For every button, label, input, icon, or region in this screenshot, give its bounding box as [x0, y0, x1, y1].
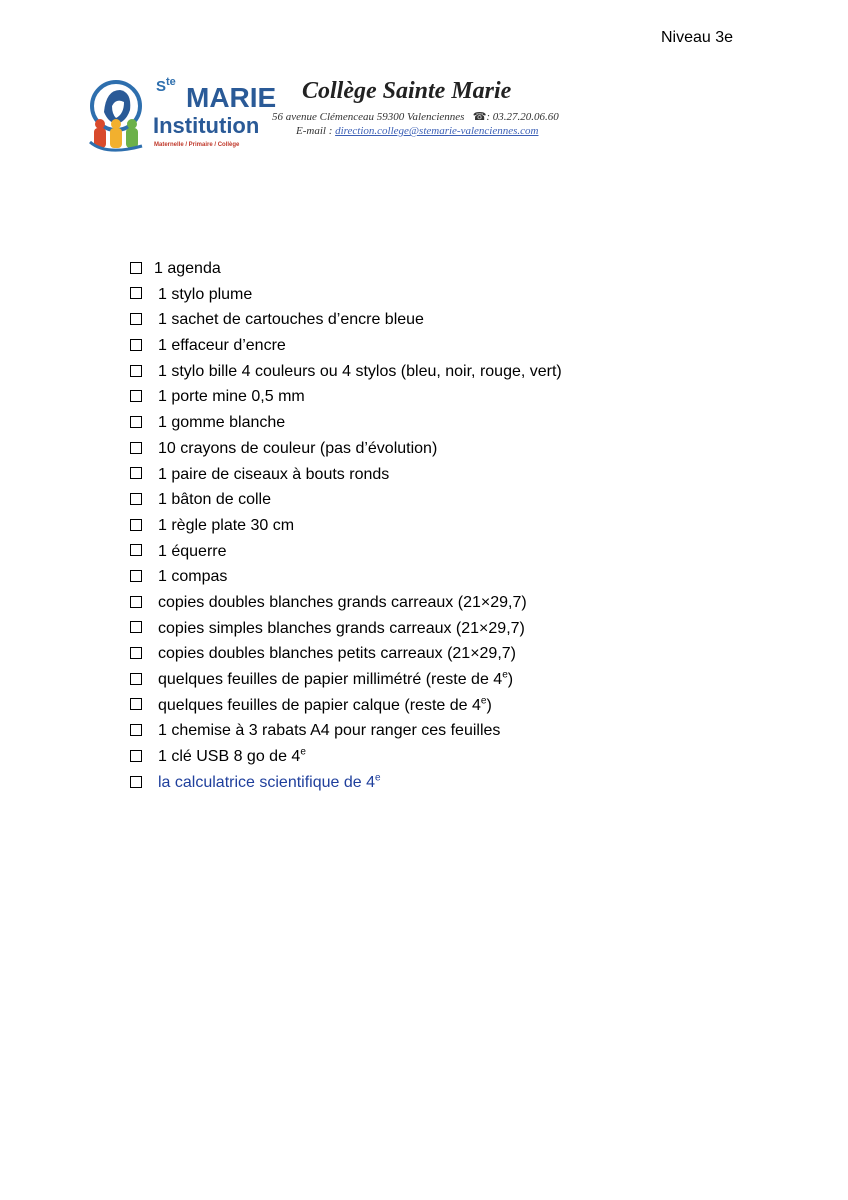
checkbox-icon[interactable] [130, 467, 142, 479]
list-item-label: 1 règle plate 30 cm [158, 516, 295, 534]
list-item-label: 1 gomme blanche [158, 414, 286, 432]
list-item [130, 590, 562, 616]
list-item [130, 462, 562, 488]
list-item-label: copies doubles blanches grands carreaux (21×29,7) [158, 593, 527, 611]
list-item-label: 1 paire de ciseaux à bouts ronds [158, 465, 390, 483]
letterhead [86, 72, 559, 162]
checkbox-icon[interactable] [130, 776, 142, 788]
school-address: 56 avenue Clémenceau 59300 Valenciennes ☎: 03.27.20.06.60 [272, 111, 559, 123]
list-item [130, 718, 562, 744]
list-item [130, 384, 562, 410]
logo-subtitle: Maternelle / Primaire / Collège [154, 142, 240, 148]
checkbox-icon[interactable] [130, 262, 142, 274]
checkbox-icon[interactable] [130, 416, 142, 428]
phone-icon: ☎ [472, 111, 487, 123]
list-item-label: la calculatrice scientifique de 4e [158, 772, 381, 791]
checkbox-icon[interactable] [130, 621, 142, 633]
school-name: Collège Sainte Marie [302, 78, 512, 104]
list-item-label: 1 équerre [158, 542, 227, 560]
list-item [130, 564, 562, 590]
list-item [130, 256, 562, 282]
checkbox-icon[interactable] [130, 673, 142, 685]
checkbox-icon[interactable] [130, 724, 142, 736]
checkbox-icon[interactable] [130, 647, 142, 659]
list-item [130, 770, 562, 796]
list-item-label: 1 compas [158, 568, 228, 586]
checkbox-icon[interactable] [130, 287, 142, 299]
list-item [130, 487, 562, 513]
supply-list [130, 256, 562, 795]
list-item-label: 1 porte mine 0,5 mm [158, 388, 305, 406]
list-item-label: quelques feuilles de papier calque (reste de 4e) [158, 695, 492, 714]
list-item-label: 1 sachet de cartouches d’encre bleue [158, 311, 424, 329]
list-item-label: copies doubles blanches petits carreaux (21×29,7) [158, 645, 516, 663]
list-item-label: 1 agenda [154, 260, 221, 277]
list-item [130, 513, 562, 539]
list-item-label: 1 stylo plume [158, 285, 253, 303]
list-item-label: quelques feuilles de papier millimétré (reste de 4e) [158, 669, 514, 688]
list-item [130, 667, 562, 693]
list-item [130, 436, 562, 462]
list-item [130, 307, 562, 333]
list-item [130, 333, 562, 359]
checkbox-icon[interactable] [130, 493, 142, 505]
list-item [130, 410, 562, 436]
list-item [130, 282, 562, 308]
list-item [130, 616, 562, 642]
list-item-label: 1 effaceur d’encre [158, 337, 286, 355]
list-item [130, 539, 562, 565]
checkbox-icon[interactable] [130, 570, 142, 582]
checkbox-icon[interactable] [130, 750, 142, 762]
checkbox-icon[interactable] [130, 698, 142, 710]
checkbox-icon[interactable] [130, 390, 142, 402]
list-item-label: 1 stylo bille 4 couleurs ou 4 stylos (bleu, noir, rouge, vert) [158, 362, 562, 380]
logo-institution: Institution [153, 113, 260, 138]
list-item-label: 10 crayons de couleur (pas d’évolution) [158, 439, 438, 457]
checkbox-icon[interactable] [130, 339, 142, 351]
checkbox-icon[interactable] [130, 365, 142, 377]
checkbox-icon[interactable] [130, 544, 142, 556]
school-phone: : 03.27.20.06.60 [486, 111, 559, 123]
school-email: E-mail : direction.college@stemarie-valenciennes.com [296, 125, 539, 137]
checkbox-icon[interactable] [130, 313, 142, 325]
logo-ste: $S^{te}$ [156, 76, 176, 95]
list-item-label: 1 clé USB 8 go de 4e [158, 746, 306, 766]
list-item-label: copies simples blanches grands carreaux (21×29,7) [158, 619, 525, 637]
logo-marie: MARIE [186, 82, 277, 113]
list-item [130, 693, 562, 719]
list-item [130, 359, 562, 385]
list-item [130, 744, 562, 770]
institution-logo-icon [86, 76, 150, 156]
list-item [130, 641, 562, 667]
level-label: Niveau 3e [661, 29, 734, 46]
checkbox-icon[interactable] [130, 442, 142, 454]
list-item-label: 1 bâton de colle [158, 491, 271, 509]
email-link[interactable]: direction.college@stemarie-valenciennes.com [335, 125, 539, 137]
list-item-label: 1 chemise à 3 rabats A4 pour ranger ces feuilles [158, 722, 501, 740]
checkbox-icon[interactable] [130, 596, 142, 608]
checkbox-icon[interactable] [130, 519, 142, 531]
